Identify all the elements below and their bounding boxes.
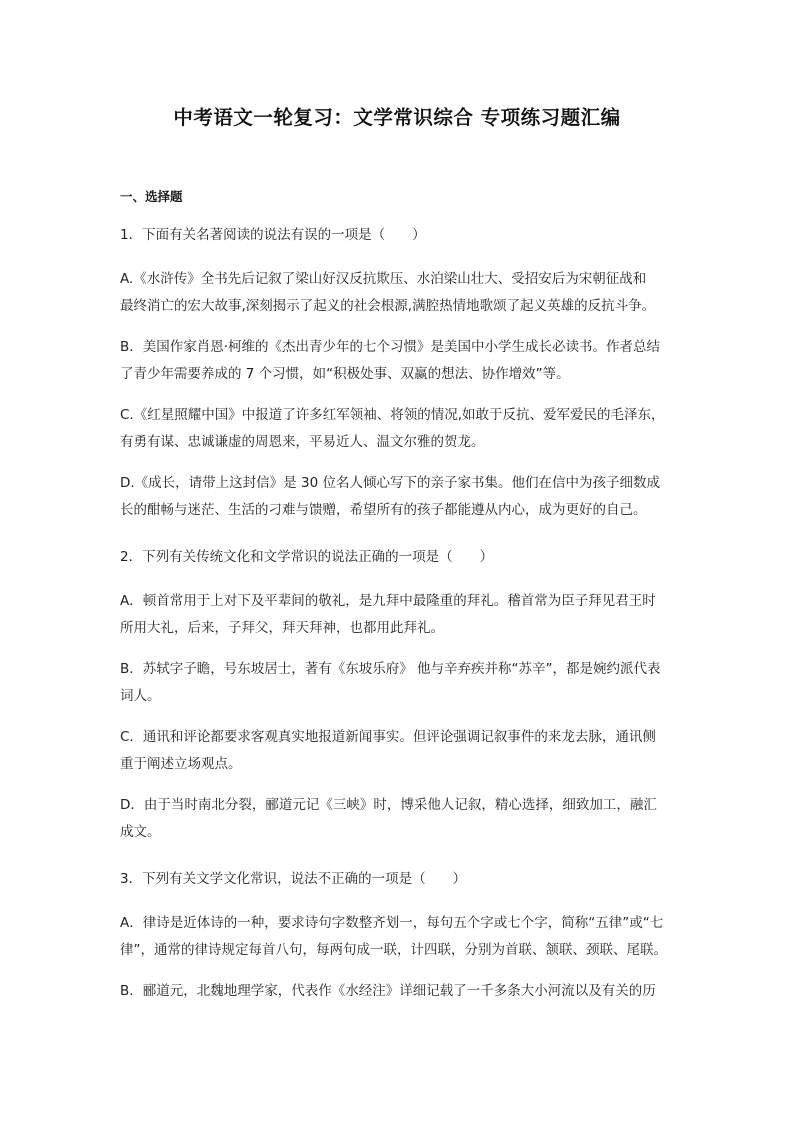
option-line: 最终消亡的宏大故事,深刻揭示了起义的社会根源,满腔热情地歌颂了起义英雄的反抗斗争。 bbox=[120, 298, 656, 314]
question-2-option-c bbox=[120, 724, 676, 778]
question-2-option-b bbox=[120, 656, 676, 710]
question-2-stem: 2．下列有关传统文化和文学常识的说法正确的一项是（ ） bbox=[120, 549, 494, 565]
question-3-option-a bbox=[120, 910, 676, 964]
document-title: 中考语文一轮复习：文学常识综合 专项练习题汇编 bbox=[173, 106, 621, 129]
question-3-option-b bbox=[120, 978, 676, 1005]
question-2-option-d bbox=[120, 792, 676, 846]
question-1-option-b bbox=[120, 334, 676, 388]
question-1-option-c bbox=[120, 402, 676, 456]
question-1-option-d bbox=[120, 470, 676, 524]
option-line: D．由于当时南北分裂，郦道元记《三峡》时，博采他人记叙，精心选择，细致加工，融汇 bbox=[120, 797, 657, 813]
option-line: B．苏轼字子瞻，号东坡居士，著有《东坡乐府》 他与辛弃疾并称“苏辛”，都是婉约派代表 bbox=[120, 661, 661, 677]
option-line: D.《成长，请带上这封信》是 30 位名人倾心写下的亲子家书集。他们在信中为孩子细数成 bbox=[120, 475, 660, 491]
question-2-option-a bbox=[120, 588, 676, 642]
question-1-option-a bbox=[120, 266, 676, 320]
option-line: B．美国作家肖恩·柯维的《杰出青少年的七个习惯》是美国中小学生成长必读书。作者总结 bbox=[120, 339, 661, 355]
section-heading: 一、选择题 bbox=[120, 189, 183, 204]
option-line: 所用大礼，后来，子拜父，拜天拜神，也都用此拜礼。 bbox=[120, 620, 444, 636]
option-line: 有勇有谋、忠诚谦虚的周恩来，平易近人、温文尔雅的贺龙。 bbox=[120, 434, 485, 450]
option-line: B．郦道元，北魏地理学家，代表作《水经注》详细记载了一千多条大小河流以及有关的历 bbox=[120, 983, 656, 999]
option-line: 长的酣畅与迷茫、生活的刁难与馈赠，希望所有的孩子都能遵从内心，成为更好的自己。 bbox=[120, 502, 647, 518]
option-line: 律”，通常的律诗规定每首八句，每两句成一联，计四联，分别为首联、颔联、颈联、尾联。 bbox=[120, 942, 667, 958]
option-line: 了青少年需要养成的 7 个习惯，如“积极处事、双赢的想法、协作增效”等。 bbox=[120, 366, 570, 382]
option-line: A．律诗是近体诗的一种，要求诗句字数整齐划一，每句五个字或七个字，简称“五律”或“七 bbox=[120, 915, 664, 931]
option-line: C．通讯和评论都要求客观真实地报道新闻事实。但评论强调记叙事件的来龙去脉，通讯侧 bbox=[120, 729, 656, 745]
option-line: C.《红星照耀中国》中报道了许多红军领袖、将领的情况,如敢于反抗、爱军爱民的毛泽东， bbox=[120, 407, 665, 423]
option-line: 成文。 bbox=[120, 824, 161, 840]
question-3-stem: 3．下列有关文学文化常识，说法不正确的一项是（ ） bbox=[120, 871, 467, 887]
option-line: A.《水浒传》全书先后记叙了梁山好汉反抗欺压、水泊梁山壮大、受招安后为宋朝征战和 bbox=[120, 271, 647, 287]
option-line: A．顿首常用于上对下及平辈间的敬礼，是九拜中最隆重的拜礼。稽首常为臣子拜见君王时 bbox=[120, 593, 656, 609]
option-line: 重于阐述立场观点。 bbox=[120, 756, 242, 772]
question-1-stem: 1．下面有关名著阅读的说法有误的一项是（ ） bbox=[120, 227, 426, 243]
option-line: 词人。 bbox=[120, 688, 161, 704]
